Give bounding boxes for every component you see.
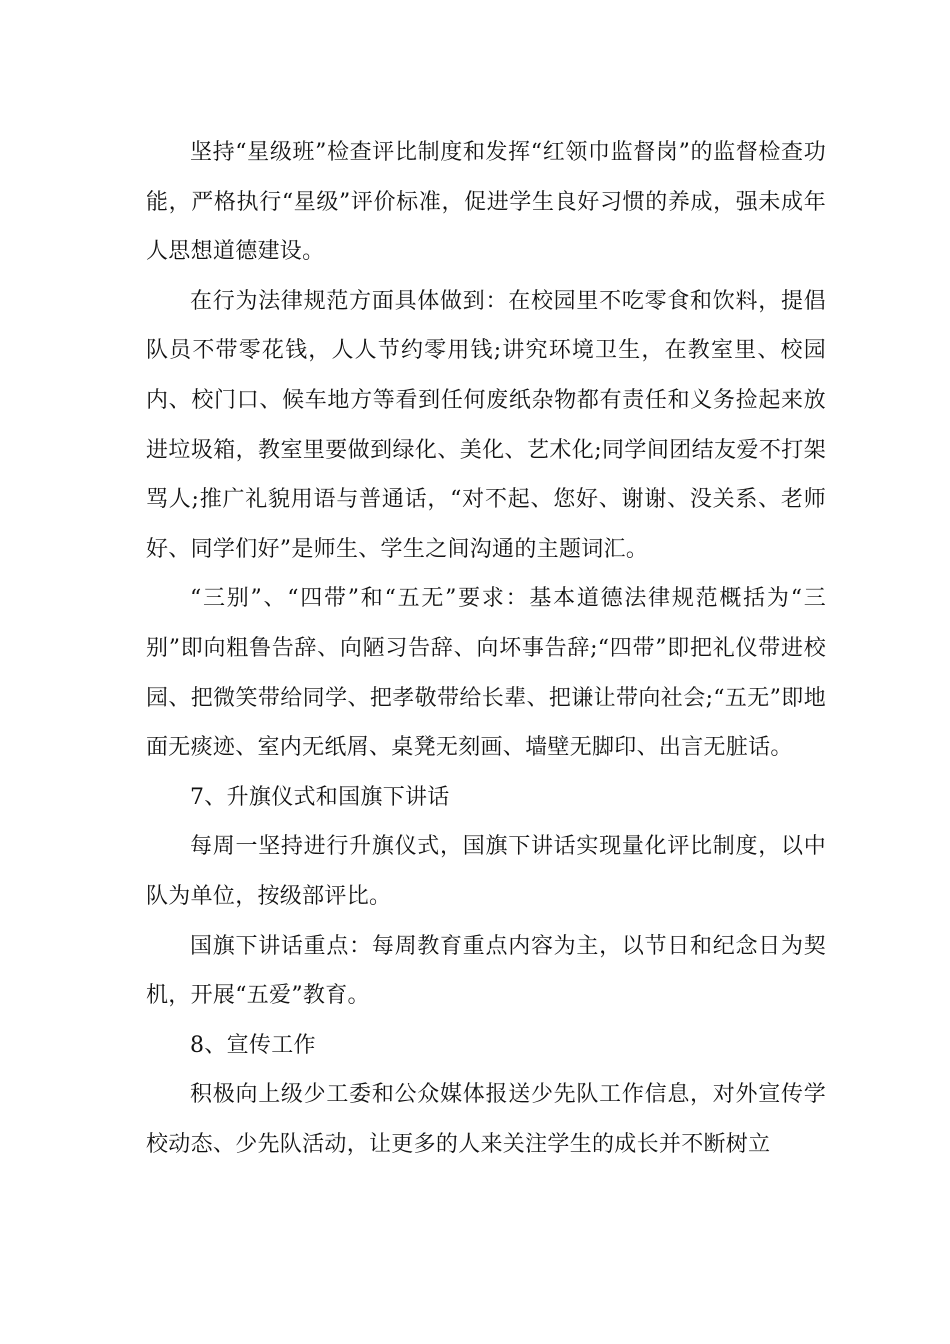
paragraph-flag-speech-focus: 国旗下讲话重点：每周教育重点内容为主，以节日和纪念日为契机，开展“五爱”教育。	[146, 933, 826, 1009]
paragraph-publicity-work: 积极向上级少工委和公众媒体报送少先队工作信息，对外宣传学校动态、少先队活动，让更多的人来关注学生的成长并不断树立	[146, 1082, 826, 1157]
paragraph-star-class-inspection: 坚持“星级班”检查评比制度和发挥“红领巾监督岗”的监督检查功能，严格执行“星级”评价标准，促进学生良好习惯的养成，强未成年人思想道德建设。	[146, 140, 826, 265]
paragraph-three-four-five-requirements: “三别”、“四带”和“五无”要求：基本道德法律规范概括为“三别”即向粗鲁告辞、向陋习告辞、向坏事告辞;“四带”即把礼仪带进校园、把微笑带给同学、把孝敬带给长辈、把谦让带向社会;“五无”即地面无痰迹、室内无纸屑、桌凳无刻画、墙壁无脚印、出言无脏话。	[146, 586, 826, 761]
paragraph-behavior-norms: 在行为法律规范方面具体做到：在校园里不吃零食和饮料，提倡队员不带零花钱，人人节约零用钱;讲究环境卫生，在教室里、校园内、校门口、候车地方等看到任何废纸杂物都有责任和义务捡起来放进垃圾箱，教室里要做到绿化、美化、艺术化;同学间团结友爱不打架骂人;推广礼貌用语与普通话，“对不起、您好、谢谢、没关系、老师好、同学们好”是师生、学生之间沟通的主题词汇。	[146, 288, 826, 562]
paragraph-weekly-flag-raising: 每周一坚持进行升旗仪式，国旗下讲话实现量化评比制度，以中队为单位，按级部评比。	[146, 834, 826, 909]
section-heading-flag-raising: 7、升旗仪式和国旗下讲话	[190, 784, 450, 810]
section-heading-publicity: 8、宣传工作	[190, 1032, 316, 1058]
document-body	[146, 128, 826, 1169]
